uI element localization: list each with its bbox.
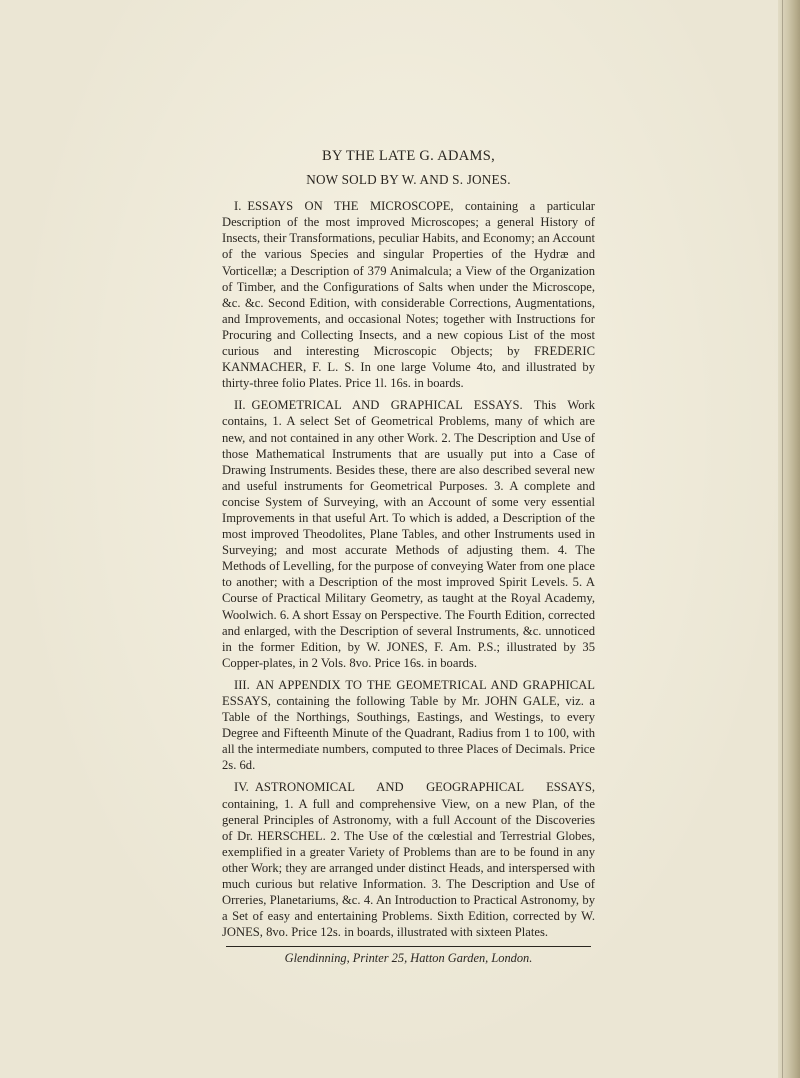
advertisement-text xyxy=(222,148,595,967)
item-number: II. xyxy=(234,398,246,413)
item-number: IV. xyxy=(234,780,249,795)
page-edge xyxy=(778,0,800,1078)
printer-imprint: Glendinning, Printer 25, Hatton Garden, London. xyxy=(284,951,533,966)
item-text: ASTRONOMICAL AND GEOGRAPHICAL ESSAYS, containing, 1. A full and comprehensive View, on a new Plan, of the general Principles of Astronomy, with a full Account of the Discoveries of Dr. HERSCHEL. 2. The Use of the cœlestial and Terrestrial Globes, exemplified in a greater Variety of Problems than are to be found in any other Work; they are arranged under distinct Heads, and interspersed with much curious but relative Information. 3. The Description and Use of Orreries, Planetariums, &c. 4. An Introduction to Practical Astronomy, by a Set of easy and entertaining Problems. Sixth Edition, corrected by W. JONES, 8vo. Price 12s. in boards, illustrated with sixteen Plates. xyxy=(222,780,595,940)
item-text: GEOMETRICAL AND GRAPHICAL ESSAYS. This Work contains, 1. A select Set of Geometrical Problems, many of which are new, and not contained in any other Work. 2. The Description and Use of those Mathematical Instruments that are usually put into a Case of Drawing Instruments. Besides these, there are also described several new and useful instruments for Geometrical Purposes. 3. A complete and concise System of Surveying, with an Account of some very essential Improvements in that useful Art. To which is added, a Description of the most improved Theodolites, Plane Tables, and other Instruments used in Surveying; and most accurate Methods of adjusting them. 4. The Methods of Levelling, for the purpose of conveying Water from one place to another; with a Description of the most improved Spirit Levels. 5. A Course of Practical Military Geometry, as taught at the Royal Academy, Woolwich. 6. A short Essay on Perspective. The Fourth Edition, corrected and enlarged, with the Description of several Instruments, &c. unnoticed in the former Edition, by W. JONES, F. Am. P.S.; illustrated by 35 Copper-plates, in 2 Vols. 8vo. Price 16s. in boards. xyxy=(222,398,595,670)
item-text: AN APPENDIX TO THE GEOMETRICAL AND GRAPHICAL ESSAYS, containing the following Table by Mr. JOHN GALE, viz. a Table of the Northings, Southings, Eastings, and Westings, to every Degree and Fifteenth Minute of the Quadrant, Radius from 1 to 100, with all the intermediate numbers, computed to three Places of Decimals. Price 2s. 6d. xyxy=(222,677,595,773)
list-item xyxy=(222,779,595,940)
rule-divider xyxy=(226,946,591,947)
list-item xyxy=(222,397,595,671)
list-item xyxy=(222,198,595,391)
list-item xyxy=(222,677,595,774)
item-number: III. xyxy=(234,677,250,692)
item-number: I. xyxy=(234,199,242,214)
heading-publisher: NOW SOLD BY W. AND S. JONES. xyxy=(306,172,511,188)
heading-author: BY THE LATE G. ADAMS, xyxy=(321,148,496,164)
item-text: ESSAYS ON THE MICROSCOPE, containing a particular Description of the most improved Microscopes; a general History of Insects, their Transformations, peculiar Habits, and Economy; an Account of the various Species and singular Properties of the Hydræ and Vorticellæ; a Description of 379 Animalcula; a View of the Organization of Timber, and the Configurations of Salts when under the Microscope, &c. &c. Second Edition, with considerable Corrections, Augmentations, and Improvements, and occasional Notes; together with Instructions for Procuring and Collecting Insects, and a new copious List of the most curious and interesting Microscopic Objects; by FREDERIC KANMACHER, F. L. S. In one large Volume 4to, and illustrated by thirty-three folio Plates. Price 1l. 16s. in boards. xyxy=(222,199,595,391)
